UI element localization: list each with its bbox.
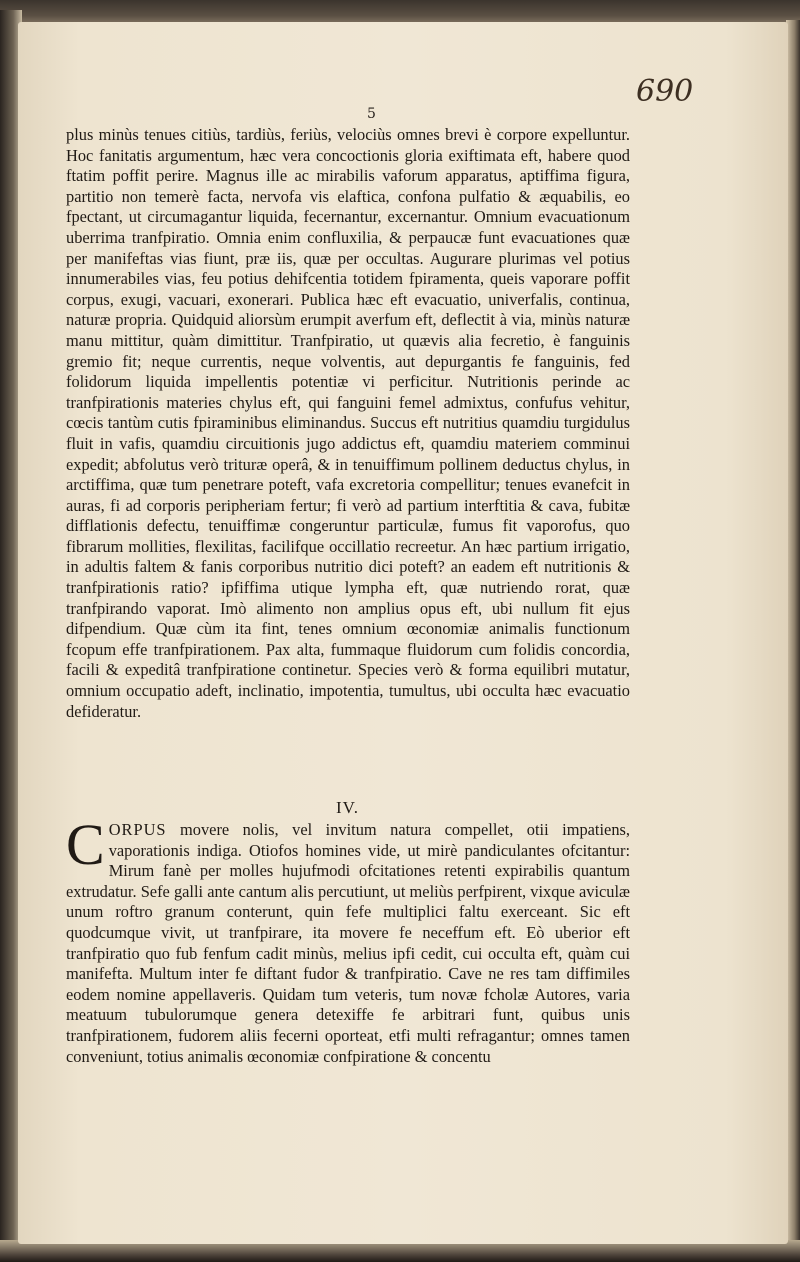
first-word-small-caps: ORPUS xyxy=(108,820,167,839)
drop-capital: C xyxy=(66,812,105,877)
paragraph-2-text: movere nolis, vel invitum natura compellet, otii impatiens, vaporationis indiga. Otiofos homines vide, ut mirè pandiculantes ofcitantur: Mirum fanè per molles hujufmodi ofcitationes retenti expirabilis quantum extrudatur. Sefe galli ante cantum alis percutiunt, ut meliùs perfpirent, vixque aviculæ unum roftro granum conterunt, quin fefe multiplici faltu exerceant. Sic eft quodcumque vivit, ut tranfpirare, ita movere fe neceffum eft. Eò uberior eft tranfpiratio quo fub fenfum cadit minùs, melius ipfi cedit, cui occulta eft, quàm cui manifefta. Multum inter fe diftant fudor & tranfpiratio. Cave ne res tam diffimiles eodem nomine appellaveris. Quidam tum veteris, tum novæ fcholæ Autores, varia meatuum tubulorumque genera detexiffe fe arbitrari funt, quibus unis tranfpirationem, fudorem aliis fecerni oporteat, etfi multi refragantur; omnes tamen conveniunt, totius animalis œconomiæ confpiratione & concentu xyxy=(66,820,630,1066)
text-block-upper xyxy=(66,125,630,722)
paragraph-2 xyxy=(66,812,630,1067)
handwritten-page-number: 690 xyxy=(636,74,694,109)
section-heading: IV. xyxy=(336,798,359,817)
page-fore-edge xyxy=(786,20,800,1250)
signature-mark: 5 xyxy=(367,106,376,122)
paragraph-1: plus minùs tenues citiùs, tardiùs, feriùs, velociùs omnes brevi è corpore expelluntur. Hoc fanitatis argumentum, hæc vera concoctionis gloria exiftimata eft, habere quod ftatim poffit perire. Magnus ille ac mirabilis vaforum apparatus, aptiffima figura, partitio non temerè facta, nervofa vis elaftica, confona pulfatio & æquabilis, eo fpectant, ut circumagantur liquida, fecernantur, excernantur. Omnium evacuationum uberrima tranfpiratio. Omnia enim confluxilia, & perpaucæ funt evacuationes quæ per manifeftas vias fiunt, præ iis, quæ per occultas. Augurare plurimas vel potius innumerabiles vias, feu potius dehifcentia totidem fpiramenta, queis vaporare poffit corpus, exugi, vacuari, exonerari. Publica hæc eft evacuatio, univerfalis, continua, naturæ propria. Quidquid aliorsùm erumpit averfum eft, deflectit à via, minùs naturæ manu mittitur, quàm dimittitur. Tranfpiratio, ut quævis alia fecretio, è fanguinis gremio fit; neque currentis, neque volventis, aut depurgantis fe fanguinis, fed folidorum liquida impellentis potentiæ vi perficitur. Nutritionis perinde ac tranfpirationis materies chylus eft, qui fanguini femel admixtus, confufus vehitur, cœcis tantùm cutis fpiraminibus eliminandus. Succus eft nutritius quamdiu turgidulus fluit in vafis, quamdiu circuitionis jugo addictus eft, quamdiu materiem comminui expedit; abfolutus verò trituræ operâ, & in tenuiffimum pollinem deductus chylus, in arctiffima, quæ tum penetrare poteft, vafa excretoria compellitur; tenues evanefcit in auras, fi ad corporis peripheriam fertur; fi verò ad partium interftitia & cava, fubitæ difflationis defectu, tenuiffimæ congeruntur particulæ, fumus fit vaporofus, quo fibrarum mollities, flexilitas, facilifque occillatio recreetur. An hæc partium irrigatio, in adultis faltem & fanis corporibus nutritio dici poteft? an eadem eft nutritionis & tranfpirationis ratio? ipfiffima utique lympha eft, quæ nutriendo rorat, quæ tranfpirando vaporat. Imò alimento non amplius opus eft, ubi nullum fit ejus difpendium. Quæ cùm ita fint, tenes omnium œconomiæ animalis functionum fcopum effe tranfpirationem. Pax alta, fummaque fluidorum cum folidis concordia, facili & expeditâ tranfpiratione continetur. Species verò & forma equilibri mutatur, omnium occupatio adeft, inclinatio, impotentia, tumultus, ubi occulta hæc evacuatio defideratur. xyxy=(66,125,630,721)
